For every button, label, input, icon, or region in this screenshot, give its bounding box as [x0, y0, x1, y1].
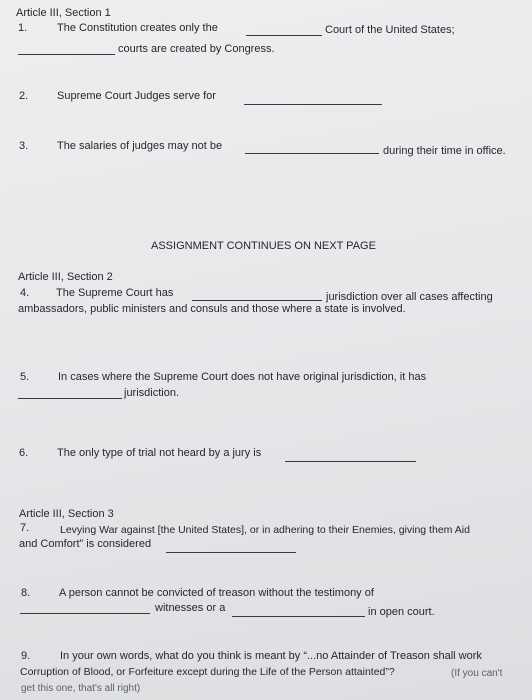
section-header: Article III, Section 2 [18, 271, 113, 283]
question-number: 2. [19, 90, 29, 102]
answer-blank[interactable] [18, 54, 115, 55]
question-text: in open court. [368, 606, 435, 618]
question-text: The only type of trial not heard by a jury is [57, 447, 262, 459]
question-number: 7. [20, 522, 30, 534]
continues-notice: ASSIGNMENT CONTINUES ON NEXT PAGE [151, 240, 376, 252]
question-text: Corruption of Blood, or Forfeiture except during the Life of the Person attainted”? [20, 666, 395, 678]
question-text: Levying War against [the United States], or in adhering to their Enemies, giving them Aid [60, 524, 470, 536]
answer-blank[interactable] [246, 35, 322, 36]
question-text: The salaries of judges may not be [57, 140, 223, 152]
answer-blank[interactable] [245, 153, 379, 154]
answer-blank[interactable] [232, 616, 365, 617]
question-text: The Supreme Court has [56, 287, 174, 299]
question-number: 5. [20, 371, 30, 383]
question-text: ambassadors, public ministers and consuls and those where a state is involved. [18, 303, 406, 315]
question-text: In your own words, what do you think is meant by “...no Attainder of Treason shall work [60, 650, 482, 662]
question-number: 4. [20, 287, 30, 299]
question-number: 9. [21, 650, 31, 662]
question-text: Supreme Court Judges serve for [57, 90, 216, 102]
section-header: Article III, Section 1 [16, 7, 111, 19]
answer-blank[interactable] [18, 398, 122, 399]
answer-blank[interactable] [20, 613, 150, 614]
hint-note: get this one, that's all right) [21, 683, 141, 694]
question-number: 8. [21, 587, 31, 599]
question-text: In cases where the Supreme Court does not have original jurisdiction, it has [58, 371, 427, 383]
question-text: jurisdiction. [124, 387, 180, 399]
answer-blank[interactable] [192, 300, 322, 301]
hint-note: (If you can't [451, 668, 503, 679]
question-number: 1. [18, 22, 28, 34]
question-text: during their time in office. [383, 145, 506, 157]
question-number: 3. [19, 140, 29, 152]
question-text: and Comfort” is considered [19, 538, 152, 550]
question-text: The Constitution creates only the [57, 22, 218, 34]
answer-blank[interactable] [166, 552, 296, 553]
section-header: Article III, Section 3 [19, 508, 114, 520]
answer-blank[interactable] [244, 104, 382, 105]
question-text: jurisdiction over all cases affecting [326, 291, 493, 303]
question-number: 6. [19, 447, 29, 459]
question-text: Court of the United States; [325, 24, 455, 36]
question-text: A person cannot be convicted of treason without the testimony of [59, 587, 374, 599]
question-text: courts are created by Congress. [118, 43, 275, 55]
question-text: witnesses or a [155, 602, 226, 614]
answer-blank[interactable] [285, 461, 416, 462]
